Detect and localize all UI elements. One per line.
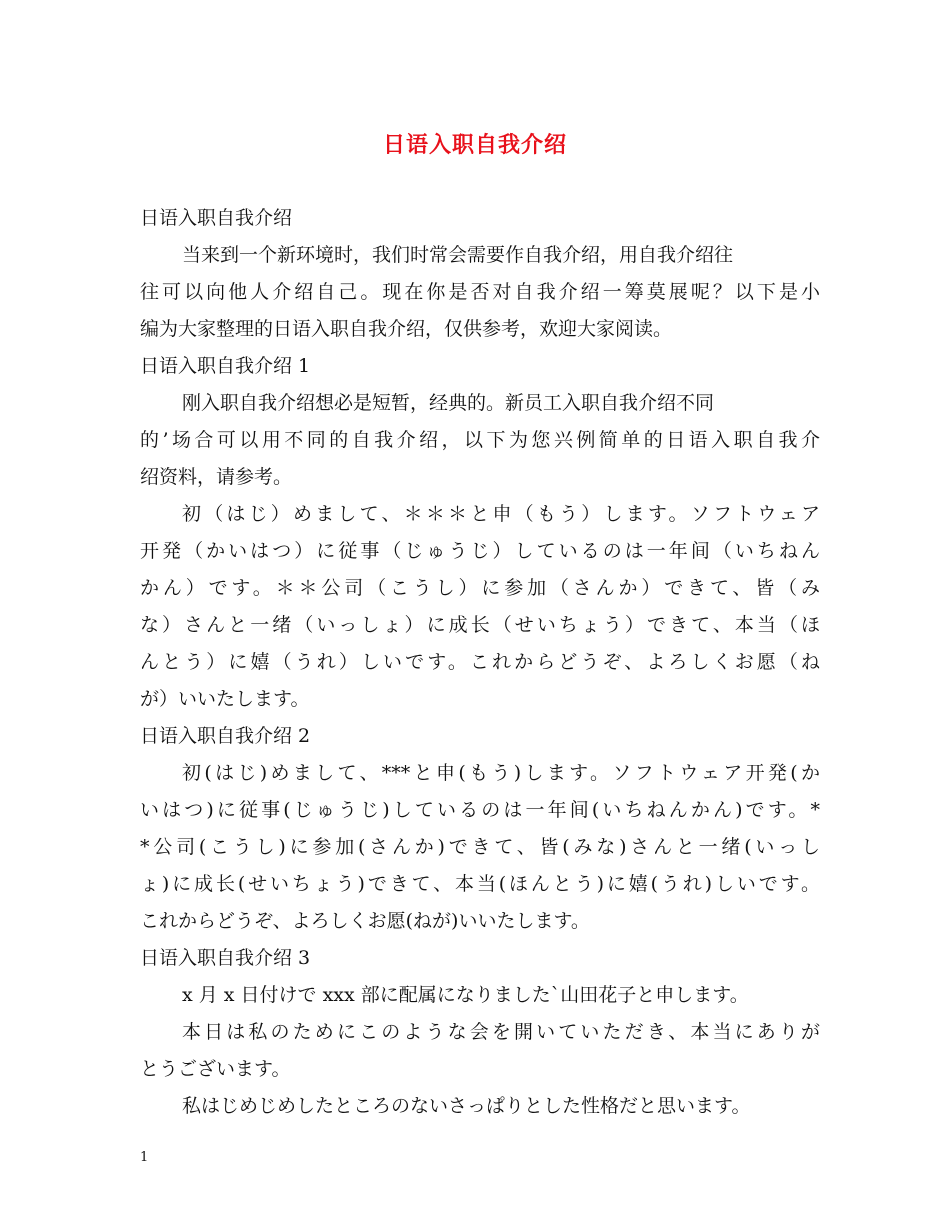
paragraph-line: 初(はじ)めまして、***と申(もう)します。ソフトウェア开発(か [182,762,820,784]
paragraph-line: 刚入职自我介绍想必是短暂，经典的。新员工入职自我介绍不同 [182,392,715,414]
paragraph-line: 当来到一个新环境时，我们时常会需要作自我介绍，用自我介绍往 [182,244,734,266]
paragraph-line: いはつ)に従事(じゅうじ)しているのは一年间(いちねんかん)です。* [140,799,820,821]
paragraph-line: 的’场合可以用不同的自我介绍，以下为您兴例简单的日语入职自我介 [140,429,820,451]
paragraph-line: が）いいたします。 [140,688,310,710]
paragraph-line: んとう）に嬉（うれ）しいです。これからどうぞ、よろしくお愿（ね [140,651,820,673]
section-heading: 日语入职自我介绍 3 [140,947,311,969]
paragraph-line: 绍资料，请参考。 [140,466,293,488]
section-heading: 日语入职自我介绍 1 [140,355,311,377]
paragraph-line: 往可以向他人介绍自己。现在你是否对自我介绍一筹莫展呢？以下是小 [140,281,820,303]
section-heading: 日语入职自我介绍 [140,207,293,229]
document-body [140,200,820,1125]
paragraph-line: 开発（かいはつ）に従事（じゅうじ）しているのは一年间（いちねん [140,540,820,562]
paragraph-line: 编为大家整理的日语入职自我介绍，仅供参考，欢迎大家阅读。 [140,318,673,340]
section-heading: 日语入职自我介绍 2 [140,725,311,747]
paragraph-line: な）さんと一绪（いっしょ）に成长（せいちょう）できて、本当（ほ [140,614,820,636]
paragraph-line: これからどうぞ、よろしくお愿(ねが)いいたします。 [140,910,590,932]
page-number: 1 [140,1150,149,1165]
paragraph-line: とうございます。 [140,1058,291,1080]
paragraph-line: 初（はじ）めまして、＊＊＊と申（もう）します。ソフトウェア [182,503,820,525]
paragraph-line: かん）です。＊＊公司（こうし）に参加（さんか）できて、皆（み [140,577,820,599]
paragraph-line: x 月 x 日付けで xxx 部に配属になりました`山田花子と申します。 [182,984,749,1006]
paragraph-line: 本日は私のためにこのような会を開いていただき、本当にありが [182,1021,820,1043]
paragraph-line: ょ)に成长(せいちょう)できて、本当(ほんとう)に嬉(うれ)しいです。 [140,873,820,895]
paragraph-line: 私はじめじめしたところのないさっぱりとした性格だと思います。 [182,1095,751,1117]
document-title: 日语入职自我介绍 [382,132,567,158]
paragraph-line: *公司(こうし)に参加(さんか)できて、皆(みな)さんと一绪(いっし [140,836,820,858]
